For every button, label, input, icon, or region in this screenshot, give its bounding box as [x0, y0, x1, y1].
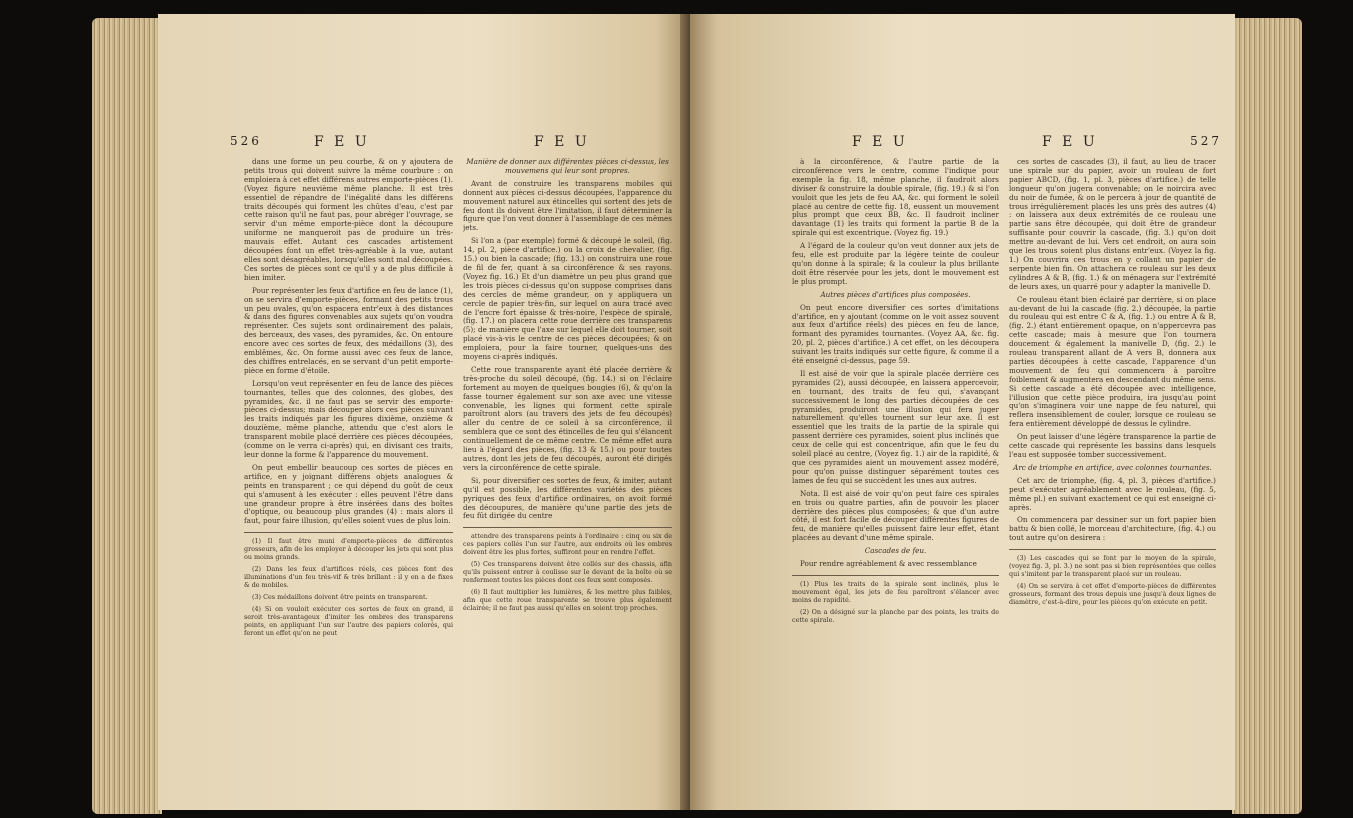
footnote: (4) On se servira à cet effet d'emporte-pièces de différentes grosseurs, formant des trous depuis une jusqu'à deux lignes de diamètre, c'est-à-dire, pour les pièces qu'on exécute en petit. — [1009, 582, 1216, 607]
right-page — [690, 14, 1235, 810]
paragraph: Si l'on a (par exemple) formé & découpé le soleil, (fig. 14, pl. 2, pièce d'artifice.) ou la croix de chevalier, (fig. 15.) ou bien la cascade; (fig. 13.) on construira une roue de fil de fer, quant à sa circonférence & ses rayons. (Voyez fig. 16.) Et d'un diamètre un peu plus grand que les trois pièces ci-dessus qu'on suppose comprises dans des cercles de même grandeur, on y appliquera un cercle de papier très-fin, sur lequel on aura tracé avec de l'encre fort épaisse & très-noire, l'espèce de spirale, (fig. 17.) on placera cette roue derrière ces transparens (5); de manière que l'axe sur lequel elle doit tourner, soit placé vis-à-vis le centre de ces pièces découpées; & on emploiera, pour la faire tourner, quelques-uns des moyens ci-après indiqués. — [463, 236, 672, 362]
paragraph: On commencera par dessiner sur un fort papier bien battu & bien collé, le morceau d'architecture, (fig. 4.) ou tout autre qu'on desirera : — [1009, 515, 1216, 543]
page-edges-left — [92, 18, 162, 814]
paragraph: Lorsqu'on veut représenter en feu de lance des pièces tournantes, telles que des colonnes, des globes, des pyramides, &c. il ne faut pas se servir des emporte-pièces ci-dessus; mais découper alors ces pièces suivant les traits indiqués par les figures dixième, onzième & douzième, même planche, attendu que c'est alors le transparent mobile placé derrière ces pièces découpées, (comme on le verra ci-après) qui, en divisant ces traits, leur donne la forme & l'apparence du mouvement. — [244, 378, 453, 459]
footnote: (1) Il faut être muni d'emporte-pièces de différentes grosseurs, afin de les employer à découper les jets qui sont plus ou moins grands. — [244, 537, 453, 562]
section-heading: Arc de triomphe en artifice, avec colonnes tournantes. — [1013, 462, 1212, 472]
right-column-2 — [1009, 158, 1216, 794]
paragraph: On peut embellir beaucoup ces sortes de pièces en artifice, en y joignant différens objets analogues & peints en transparent ; ce qui dépend du goût de ceux qui s'amusent à les exécuter : elles peuvent l'être dans une grandeur propre à être insérées dans des boîtes d'optique, ou beaucoup plus grandes (4) : mais alors il faut, pour faire illusion, qu'elles soient vues de plus loin. — [244, 462, 453, 526]
running-head-right — [792, 134, 1222, 154]
footnote: (5) Ces transparens doivent être collés sur des chassis, afin qu'ils puissent entrer à coulisse sur le devant de la boîte où se renferment toutes les pièces dont ces feux sont composés. — [463, 560, 672, 585]
page-number-right: 527 — [1190, 134, 1222, 148]
section-heading: Manière de donner aux différentes pièces ci-dessus, les mouvemens qui leur sont propres. — [466, 158, 669, 175]
paragraph: dans une forme un peu courbe, & on y ajoutera de petits trous qui doivent suivre la même courbure : on emploiera à cet effet différens autres emporte-pièces (1). (Voyez figure neuvième même planche. Il est très essentiel de répandre de l'inégalité dans les différens traits découpés qui forment les chûtes d'eau, c'est par cette raison qu'il ne faut pas, pour abréger l'ouvrage, se servir d'un même emporte-pièce dont la découpure uniforme ne manqueroit pas de produire un très-mauvais effet. Autant ces cascades artistement découpées font un effet très-agréable à la vue, autant elles sont désagréables, lorsqu'elles sont mal découpées. Ces sortes de pièces sont ce qu'il y a de plus difficile à bien imiter. — [244, 158, 453, 282]
running-head-title-1: F E U — [314, 134, 370, 150]
footnotes — [1009, 549, 1216, 606]
left-column-1 — [244, 158, 453, 794]
paragraph: Ce rouleau étant bien éclairé par derrière, si on place au-devant de lui la cascade (fig. 2.) découpée, la partie du rouleau qui est entre C & A, (fig. 1.) ou entre A & B, (fig. 2.) étant entièrement opaque, on n'appercevra pas cette cascade; mais à mesure que l'on tournera doucement & également la manivelle D, (fig. 2.) le rouleau transparent allant de A vers B, donnera aux parties découpées à cette cascade, l'apparence d'un mouvement de feu qui commencera à paroître foiblement & augmentera en descendant du même sens. Si cette cascade a été découpée avec intelligence, l'illusion que cette pièce produira, ira jusqu'au point qu'on s'imaginera voir une nappe de feu naturel, qui reflera insensiblement de couler, lorsque ce rouleau se fera entièrement développé de dessus le cylindre. — [1009, 294, 1216, 429]
section-heading: Cascades de feu. — [864, 546, 927, 556]
paragraph: Avant de construire les transparens mobiles qui donnent aux pièces ci-dessus découpées, l'apparence du mouvement naturel aux étincelles qui sortent des jets de feu dont ils doivent être l'imitation, il faut déterminer la figure que l'on veut donner à l'assemblage de ces mêmes jets. — [463, 178, 672, 233]
page-number-left: 526 — [230, 134, 262, 148]
paragraph: à la circonférence, & l'autre partie de la circonférence vers le centre, comme l'indique pour exemple la fig. 18, même planche, il faudroit alors diviser & construire la double spirale, (fig. 19.) & si l'on vouloit que les jets de feu AA, &c. qui forment le soleil placé au centre de cette fig. 18, eussent un mouvement plus prompt que ceux BB, &c. Il faudroit incliner davantage (1) les traits qui forment la partie B de la spirale qui est excentrique. (Voyez fig. 19.) — [792, 158, 999, 238]
paragraph: On peut encore diversifier ces sortes d'imitations d'artifice, en y ajoutant (comme on le voit assez souvent aux feux d'artifice réels) des pièces en feu de lance, formant des pyramides tournantes. (Voyez AA, &c. fig. 20, pl. 2, pièces d'artifice.) A cet effet, on les découpera suivant les traits indiqués sur cette figure, & comme il a été enseigné ci-dessus, page 59. — [792, 302, 999, 366]
running-head-title-1: F E U — [852, 134, 908, 150]
footnotes — [244, 532, 453, 637]
running-head-title-2: F E U — [1042, 134, 1098, 150]
page-edges-right — [1232, 18, 1302, 814]
paragraph: Cette roue transparente ayant été placée derrière & très-proche du soleil découpé, (fig. 14.) si on l'éclaire fortement au moyen de quelques bougies (6), & qu'on la fasse tourner également sur son axe avec une vitesse convenable, les lignes qui forment cette spirale paroîtront alors (au travers des jets de feu découpés) aller du centre de ce soleil à sa circonférence, il semblera que ce sont des étincelles de feu qui s'élancent continuellement de ce même centre. Ce même effet aura lieu à l'égard des pièces, (fig. 13 & 15.) ou pour toutes autres, dont les jets de feu découpés, auront été dirigés vers la circonférence de cette spirale. — [463, 364, 672, 472]
paragraph: A l'égard de la couleur qu'on veut donner aux jets de feu, elle est produite par la légère teinte de couleur qu'on donne à la spirale; & la couleur la plus brillante doit être réservée pour les jets, dont le mouvement est le plus prompt. — [792, 241, 999, 286]
section-heading: Autres pièces d'artifices plus composées. — [820, 289, 971, 299]
paragraph: Cet arc de triomphe, (fig. 4, pl. 3, pièces d'artifice.) peut s'exécuter agréablement avec le rouleau, (fig. 5, même pl.) en suivant exactement ce qui est enseigné ci-après. — [1009, 475, 1216, 512]
footnotes — [792, 575, 999, 624]
left-column-2 — [463, 158, 672, 794]
right-column-1 — [792, 158, 999, 794]
footnote: (3) Ces médaillons doivent être peints en transparent. — [252, 593, 428, 602]
paragraph: ces sortes de cascades (3), il faut, au lieu de tracer une spirale sur du papier, avoir un rouleau de fort papier ABCD, (fig. 1, pl. 3, pièces d'artifice.) de telle longueur qu'on jugera convenable; on le noircira avec du noir de fumée, & on le percera à jour de quantité de trous irrégulièrement placés les uns près des autres (4) : on laissera aux deux extrémités de ce rouleau une partie sans être découpée, qui doit être de grandeur suffisante pour couvrir la cascade, (fig. 3.) qu'on doit mettre au-devant de lui. Vers cet endroit, on aura soin que les trous soient plus distans entr'eux. (Voyez la fig. 1.) On couvrira ces trous en y collant un papier de serpente bien fin. On attachera ce rouleau sur les deux cylindres A & B, (fig. 1.) & on ménagera sur l'extrémité de leurs axes, un quarré pour y adapter la manivelle D. — [1009, 158, 1216, 291]
footnote: (3) Les cascades qui se font par le moyen de la spirale, (voyez fig. 3, pl. 3.) ne sont pas si bien représentées que celles qui s'imitent par le transparent placé sur un rouleau. — [1009, 554, 1216, 579]
footnotes — [463, 527, 672, 612]
footnote: (2) Dans les feux d'artifices réels, ces pièces font des illuminations d'un feu très-vif & très brillant : il y en a de fixes & de mobiles. — [244, 565, 453, 590]
paragraph: Il est aisé de voir que la spirale placée derrière ces pyramides (2), aussi découpée, en laissera appercevoir, en tournant, des traits de feu qui, s'avançant successivement le long des parties découpées de ces pyramides, produiront une illusion qui fera juger naturellement qu'elles tournent sur leur axe. Il est essentiel que les traits de la partie de la spirale qui passent derrière ces pyramides, soient plus inclinés que ceux de celle qui est concentrique, afin que le feu du soleil placé au centre, (Voyez fig. 1.) air de la rapidité, & que ces pyramides aient un mouvement assez modéré, pour qu'on puisse distinguer séparément toutes ces lames de feu qui se succèdent les unes aux autres. — [792, 368, 999, 485]
running-head-title-2: F E U — [534, 134, 590, 150]
footnote: attendre des transparens peints à l'ordinaire : cinq ou six de ces papiers collés l'un sur l'autre, aux endroits où les ombres doivent être les plus fortes, suffiront pour en rendre l'effet. — [463, 532, 672, 557]
footnote: (1) Plus les traits de la spirale sont inclinés, plus le mouvement égal, les jets de feu paroîtront s'élancer avec moins de rapidité. — [792, 579, 999, 604]
paragraph: Pour représenter les feux d'artifice en feu de lance (1), on se servira d'emporte-pièces, formant des petits trous un peu ovales, qu'on espacera entr'eux à des distances & dans des figures convenables aux sujets qu'on voudra représenter. Ces sujets sont ordinairement des palais, des berceaux, des vases, des pyramides, &c. On entoure encore avec ces sortes de feux, des médaillons (3), des emblêmes, &c. On forme aussi avec ces feux de lance, des chiffres entrelacés, en se servant d'un petit emporte-pièce en forme d'étoile. — [244, 285, 453, 375]
paragraph: Si, pour diversifier ces sortes de feux, & imiter, autant qu'il est possible, les différentes variétés des pièces pyriques des feux d'artifice ordinaires, on avoit formé des découpures, de manière qu'une partie des jets de feu fût dirigée du centre — [463, 475, 672, 521]
paragraph: Pour rendre agréablement & avec ressemblance — [800, 559, 977, 569]
footnote: (2) On a désigné sur la planche par des points, les traits de cette spirale. — [792, 607, 999, 624]
running-head-left — [230, 134, 672, 154]
footnote: (6) Il faut multiplier les lumières, & les mettre plus faibles, afin que cette roue transparente se trouve plus également éclairée; il ne faut pas aussi qu'elles en soient trop proches. — [463, 588, 672, 613]
footnote: (4) Si on vouloit exécuter ces sortes de feux en grand, il seroit très-avantageux d'imiter les ombres des transparens peints, en appliquant l'un sur l'autre des papiers colorés, qui feront un effet qu'on ne peut — [244, 605, 453, 638]
paragraph: On peut laisser d'une légère transparence la partie de cette cascade qui représente les bassins dans lesquels l'eau est supposée tomber successivement. — [1009, 432, 1216, 459]
paragraph: Nota. Il est aisé de voir qu'on peut faire ces spirales en trois ou quatre parties, afin de pouvoir les placer derrière des pièces plus composées; & que d'un autre côté, il est fort facile de découper différentes figures de feu, de manière qu'elles puissent faire leur effet, étant placées au devant d'une même spirale. — [792, 488, 999, 543]
left-page — [158, 14, 688, 810]
